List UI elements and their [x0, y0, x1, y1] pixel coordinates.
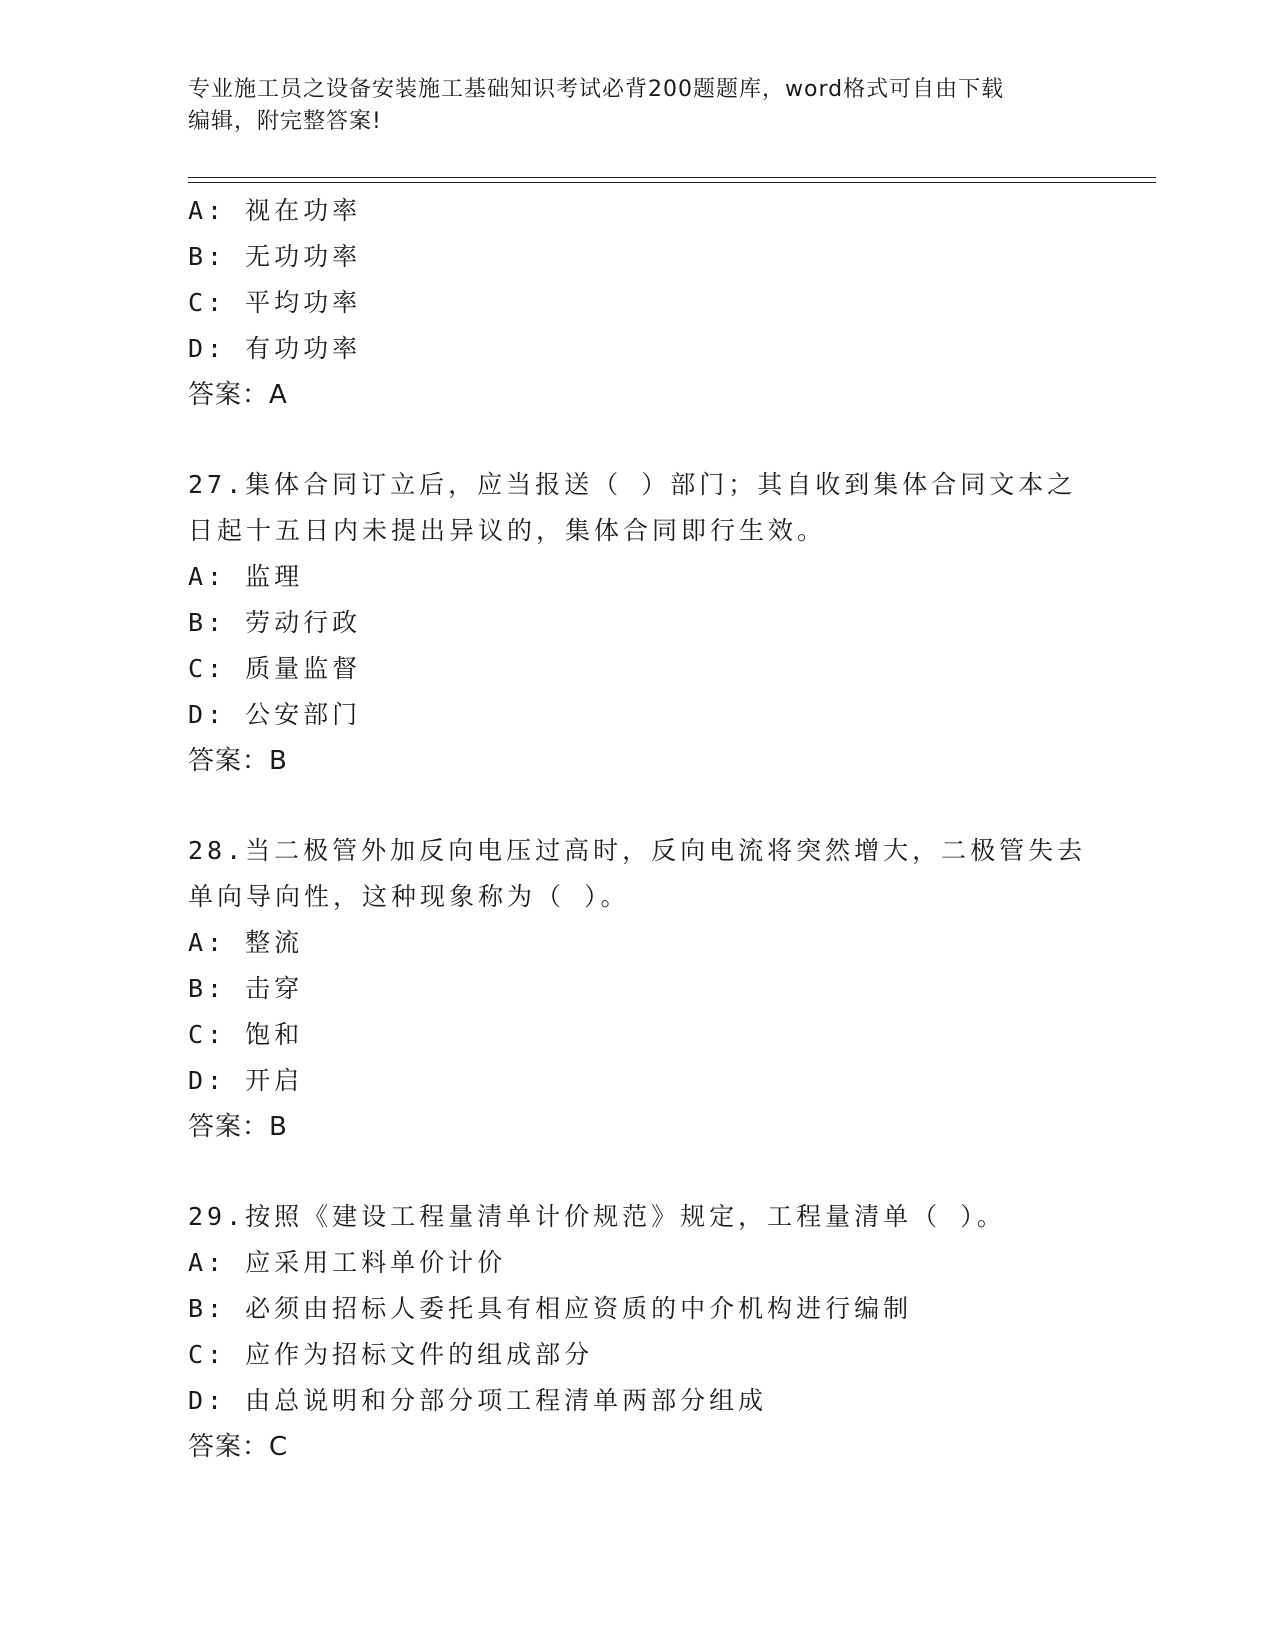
question-spacer [188, 784, 1088, 828]
header-title-line-2: 编辑，附完整答案! [188, 109, 382, 134]
question-28-stem-line-2: 单向导向性，这种现象称为（ ）。 [188, 882, 630, 911]
question-26-answer: 答案：A [188, 380, 288, 410]
header-divider-top [188, 177, 1156, 178]
question-28 [188, 828, 1088, 1150]
question-29-option-b: B: 必须由招标人委托具有相应资质的中介机构进行编制 [188, 1294, 913, 1323]
question-29-answer: 答案：C [188, 1432, 289, 1462]
question-28-option-b: B: 击穿 [188, 974, 304, 1003]
header-title-line-1: 专业施工员之设备安装施工基础知识考试必背200题题库，word格式可自由下载 [188, 77, 1005, 102]
question-28-option-d: D: 开启 [188, 1066, 304, 1095]
question-27-stem-line-2: 日起十五日内未提出异议的，集体合同即行生效。 [188, 516, 827, 545]
question-29-option-a: A: 应采用工料单价计价 [188, 1248, 507, 1277]
question-28-option-c: C: 饱和 [188, 1020, 304, 1049]
question-27-stem-line-1: 27.集体合同订立后，应当报送（ ）部门；其自收到集体合同文本之 [188, 470, 1077, 499]
question-26-option-b: B: 无功功率 [188, 242, 362, 271]
header-divider-bottom [188, 182, 1156, 183]
question-26-option-a: A: 视在功率 [188, 196, 362, 225]
question-spacer [188, 418, 1088, 462]
question-27-option-d: D: 公安部门 [188, 700, 362, 729]
question-29 [188, 1194, 1088, 1470]
question-27-option-a: A: 监理 [188, 562, 304, 591]
question-27-option-c: C: 质量监督 [188, 654, 362, 683]
question-26 [188, 188, 1088, 418]
question-28-stem-line-1: 28.当二极管外加反向电压过高时，反向电流将突然增大，二极管失去 [188, 836, 1087, 865]
question-spacer [188, 1150, 1088, 1194]
question-28-answer: 答案：B [188, 1112, 288, 1142]
question-list [188, 188, 1088, 1470]
question-27-answer: 答案：B [188, 746, 288, 776]
question-29-option-c: C: 应作为招标文件的组成部分 [188, 1340, 594, 1369]
question-29-stem-line-1: 29.按照《建设工程量清单计价规范》规定，工程量清单（ ）。 [188, 1202, 1006, 1231]
question-26-option-c: C: 平均功率 [188, 288, 362, 317]
document-header [188, 74, 1088, 138]
question-29-option-d: D: 由总说明和分部分项工程清单两部分组成 [188, 1386, 768, 1415]
question-26-option-d: D: 有功功率 [188, 334, 362, 363]
question-27-option-b: B: 劳动行政 [188, 608, 362, 637]
question-27 [188, 462, 1088, 784]
question-28-option-a: A: 整流 [188, 928, 304, 957]
